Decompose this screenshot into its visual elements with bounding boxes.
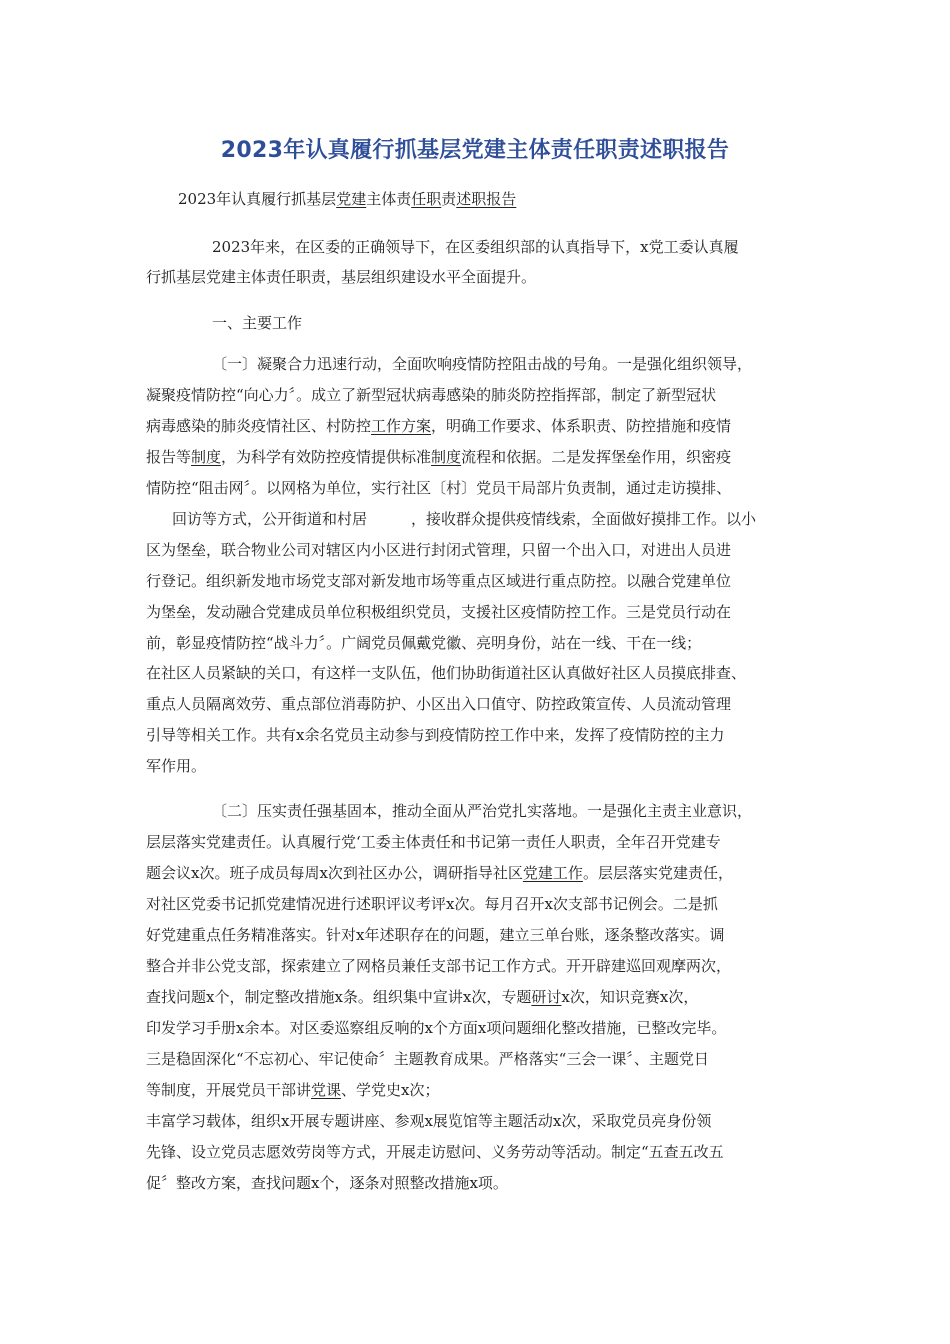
paragraph-line: 情防控“阻击网〞。以网格为单位，实行社区〔村〕党员干局部片负责制，通过走访摸排、 xyxy=(146,479,732,497)
paragraph-line: 〔二〕压实责任强基固本，推动全面从严治党扎实落地。一是强化主责主业意识， xyxy=(212,802,753,820)
document-title: 2023年认真履行抓基层党建主体责任职责述职报告 xyxy=(220,138,730,163)
intro-line: 行抓基层党建主体责任职责，基层组织建设水平全面提升。 xyxy=(146,268,537,286)
paragraph-line: 行登记。组织新发地市场党支部对新发地市场等重点区域进行重点防控。以融合党建单位 xyxy=(146,572,732,590)
intro-line: 2023年来，在区委的正确领导下，在区委组织部的认真指导下，x党工委认真履 xyxy=(212,238,739,256)
paragraph-line: 先锋、设立党员志愿效劳岗等方式，开展走访慰问、义务劳动等活动。制定“五查五改五 xyxy=(146,1143,724,1161)
paragraph-line: 等制度，开展党员干部讲党课、学党史x次； xyxy=(146,1081,440,1099)
paragraph-line: 印发学习手册x余本。对区委巡察组反响的x个方面x项问题细化整改措施，已整改完毕。 xyxy=(146,1019,727,1037)
paragraph-line: 好党建重点任务精准落实。针对x年述职存在的问题，建立三单台账，逐条整改落实。调 xyxy=(146,926,725,944)
paragraph-line: 促〞整改方案，查找问题x个，逐条对照整改措施x项。 xyxy=(146,1174,508,1192)
paragraph-line: 整合并非公党支部，探索建立了网格员兼任支部书记工作方式。开开辟建巡回观摩两次， xyxy=(146,957,732,975)
paragraph-line: 在社区人员紧缺的关口，有这样一支队伍，他们协助街道社区认真做好社区人员摸底排查、 xyxy=(146,664,747,682)
paragraph-line: 题会议x次。班子成员每周x次到社区办公，调研指导社区党建工作。层层落实党建责任， xyxy=(146,864,733,882)
paragraph-line: 为堡垒，发动融合党建成员单位积极组织党员，支援社区疫情防控工作。三是党员行动在 xyxy=(146,603,732,621)
paragraph-line: 丰富学习载体，组织x开展专题讲座、参观x展览馆等主题活动x次，采取党员亮身份领 xyxy=(146,1112,712,1130)
document-subtitle: 2023年认真履行抓基层党建主体责任职责述职报告 xyxy=(178,190,517,208)
paragraph-line: 区为堡垒，联合物业公司对辖区内小区进行封闭式管理，只留一个出入口，对进出人员进 xyxy=(146,541,732,559)
paragraph-line: 查找问题x个，制定整改措施x条。组织集中宣讲x次，专题研讨x次，知识竞赛x次， xyxy=(146,988,699,1006)
paragraph-line: 重点人员隔离效劳、重点部位消毒防护、小区出入口值守、防控政策宣传、人员流动管理 xyxy=(146,695,732,713)
paragraph-line: 层层落实党建责任。认真履行党‘工委主体责任和书记第一责任人职责，全年召开党建专 xyxy=(146,833,721,851)
paragraph-line: 〔一〕凝聚合力迅速行动，全面吹响疫情防控阻击战的号角。一是强化组织领导， xyxy=(212,355,753,373)
paragraph-line: 凝聚疫情防控“向心力〞。成立了新型冠状病毒感染的肺炎防控指挥部，制定了新型冠状 xyxy=(146,386,717,404)
paragraph-line: 前，彰显疫情防控“战斗力〞。广阔党员佩戴党徽、亮明身份，站在一线、干在一线； xyxy=(146,634,702,652)
paragraph-line: 回访等方式，公开街道和村居 ，接收群众提供疫情线索，全面做好摸排工作。以小 xyxy=(172,510,757,528)
paragraph-line: 军作用。 xyxy=(146,757,207,775)
paragraph-line: 对社区党委书记抓党建情况进行述职评议考评x次。每月召开x次支部书记例会。二是抓 xyxy=(146,895,718,913)
section-heading: 一、主要工作 xyxy=(212,314,303,332)
paragraph-line: 病毒感染的肺炎疫情社区、村防控工作方案，明确工作要求、体系职责、防控措施和疫情 xyxy=(146,417,732,435)
paragraph-line: 三是稳固深化“不忘初心、牢记使命〞主题教育成果。严格落实“三会一课〞、主题党日 xyxy=(146,1050,709,1068)
paragraph-line: 引导等相关工作。共有x余名党员主动参与到疫情防控工作中来，发挥了疫情防控的主力 xyxy=(146,726,725,744)
paragraph-line: 报告等制度，为科学有效防控疫情提供标准制度流程和依据。二是发挥堡垒作用，织密疫 xyxy=(146,448,732,466)
